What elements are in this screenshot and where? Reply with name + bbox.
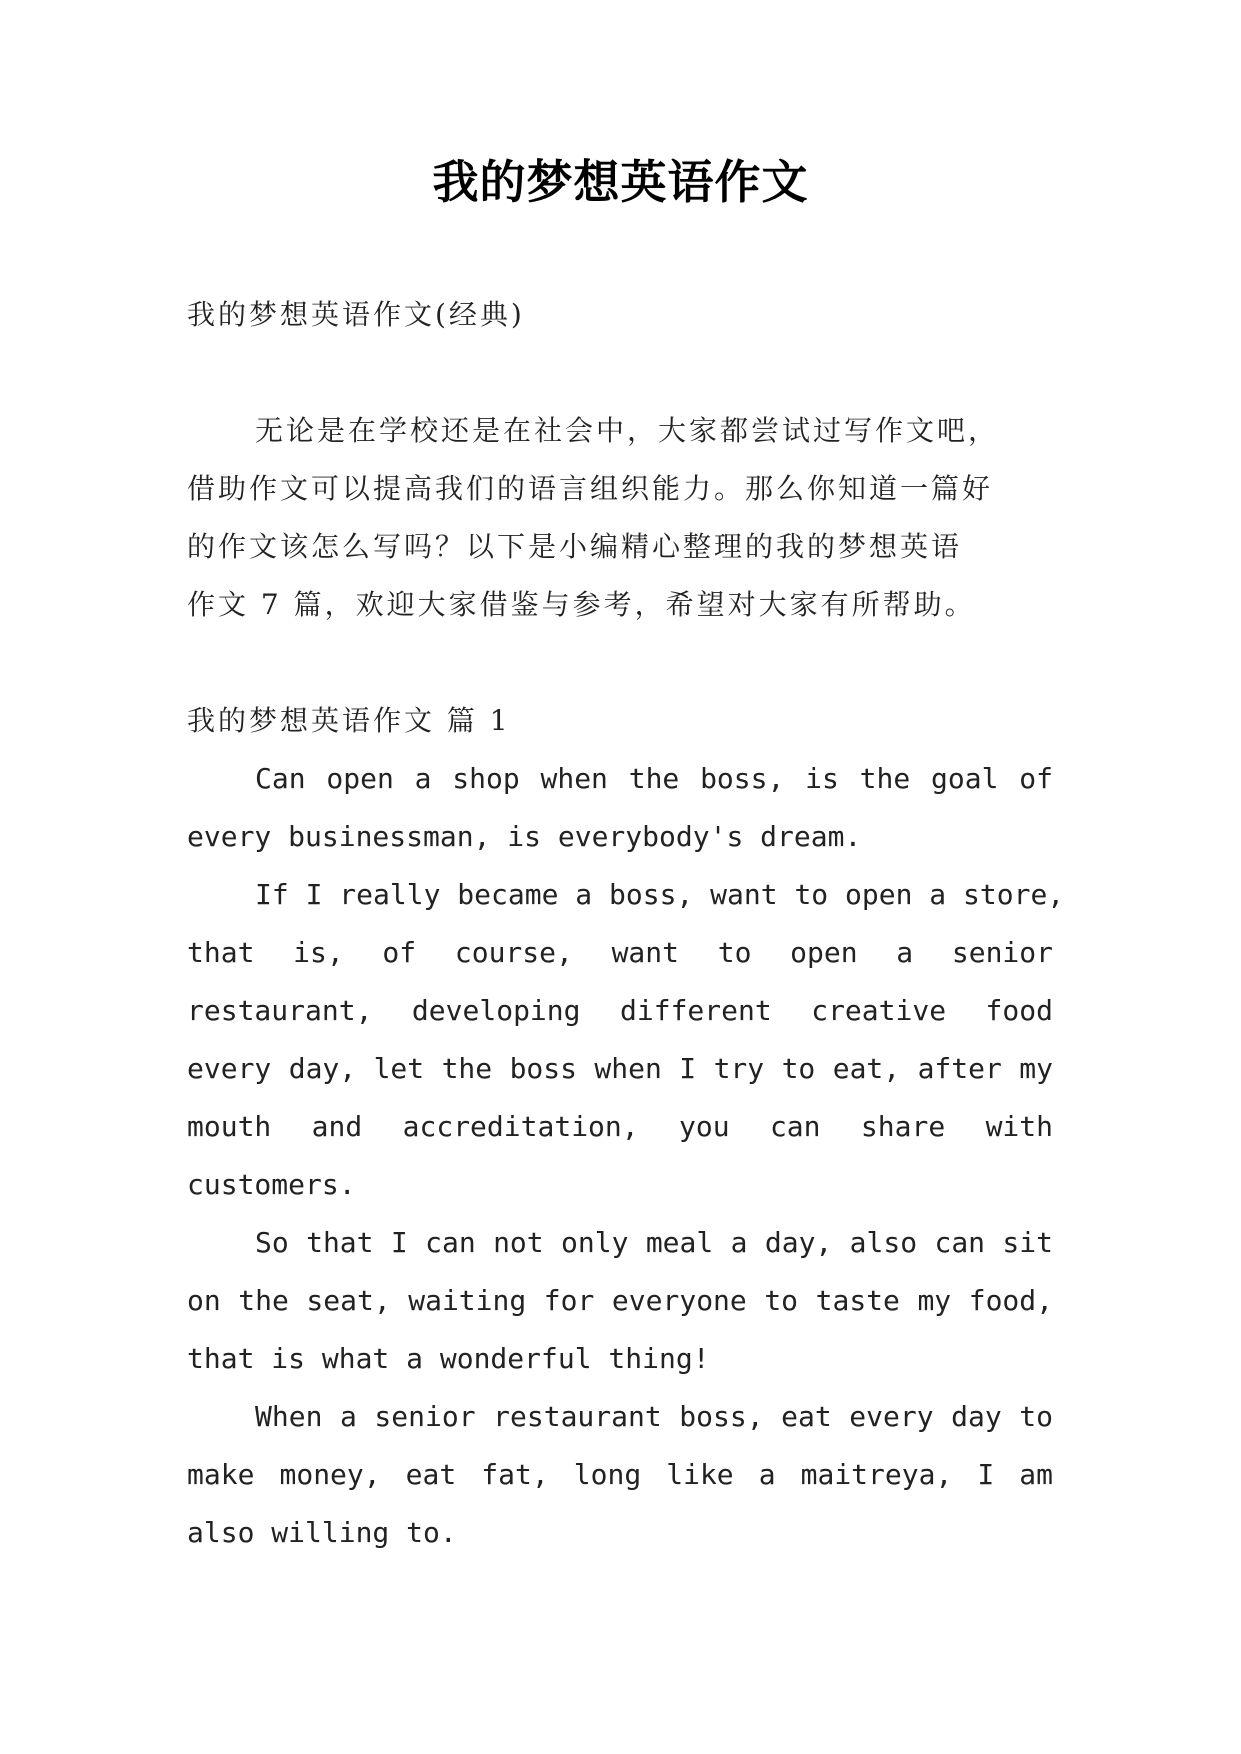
essay-line: So that I can not only meal a day, also can sit xyxy=(255,1226,1053,1259)
essay-paragraph-4 xyxy=(187,1388,1053,1562)
essay-line: customers. xyxy=(187,1168,356,1201)
essay-line: every day, let the boss when I try to eat, after my xyxy=(187,1052,1053,1085)
intro-line: 的作文该怎么写吗？以下是小编精心整理的我的梦想英语 xyxy=(187,530,963,563)
essay-line: Can open a shop when the boss, is the goal of xyxy=(255,762,1053,795)
essay-paragraph-3 xyxy=(187,1214,1053,1388)
document-body xyxy=(187,286,1065,1562)
intro-line: 作文 7 篇，欢迎大家借鉴与参考，希望对大家有所帮助。 xyxy=(187,588,976,621)
essay-line: that is what a wonderful thing! xyxy=(187,1342,710,1375)
essay-line: make money, eat fat, long like a maitreya, I am xyxy=(187,1458,1053,1491)
intro-line: 借助作文可以提高我们的语言组织能力。那么你知道一篇好 xyxy=(187,472,994,505)
document-title: 我的梦想英语作文 xyxy=(432,155,809,209)
essay-line: on the seat, waiting for everyone to taste my food, xyxy=(187,1284,1053,1317)
essay-line: When a senior restaurant boss, eat every day to xyxy=(255,1400,1053,1433)
essay-line: that is, of course, want to open a senior xyxy=(187,936,1053,969)
intro-line: 无论是在学校还是在社会中，大家都尝试过写作文吧， xyxy=(255,414,1000,447)
essay-line: restaurant, developing different creative food xyxy=(187,994,1053,1027)
document-subtitle: 我的梦想英语作文(经典) xyxy=(187,298,525,331)
essay-paragraph-2 xyxy=(187,866,1065,1214)
essay-paragraph-1 xyxy=(187,750,1053,866)
essay-line: every businessman, is everybody's dream. xyxy=(187,820,862,853)
essay-line: also willing to. xyxy=(187,1516,457,1549)
section-heading: 我的梦想英语作文 篇 1 xyxy=(187,704,511,737)
intro-paragraph xyxy=(187,402,1053,634)
essay-line: mouth and accreditation, you can share with xyxy=(187,1110,1053,1143)
essay-line: If I really became a boss, want to open a store, xyxy=(255,878,1065,911)
